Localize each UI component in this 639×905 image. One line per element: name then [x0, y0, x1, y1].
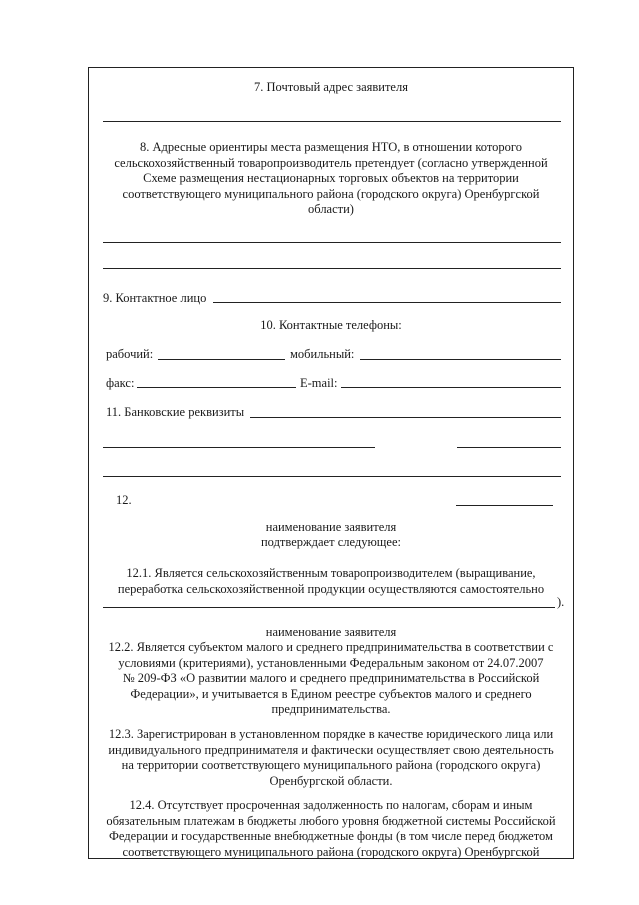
email-line[interactable]: [341, 387, 561, 388]
item-11-bank-details: 11. Банковские реквизиты: [106, 405, 245, 419]
fax-label: факс:: [106, 376, 135, 390]
bank-details-line-1[interactable]: [250, 417, 561, 418]
item-12-2-sme-status: 12.2. Является субъектом малого и среднего предпринимательства в соответствии с условиями (критериями), установленными Федеральным законом от 24.07.2007 № 209-ФЗ «О развитии малого и среднего предпринимательства в Российской Федерации», и учитывается в Едином реестре субъектов малого и среднего предпринимательства.: [108, 640, 554, 716]
applicant-name-line[interactable]: [456, 505, 553, 506]
contact-person-line[interactable]: [213, 302, 561, 303]
mobile-phone-line[interactable]: [360, 359, 561, 360]
item-12-1-line[interactable]: [103, 607, 555, 608]
applicant-name-caption: наименование заявителя: [265, 520, 397, 534]
item-9-contact-person: 9. Контактное лицо: [103, 291, 207, 305]
postal-address-line[interactable]: [103, 121, 561, 122]
item-8-nto-location: 8. Адресные ориентиры места размещения НТО, в отношении которого сельскохозяйственный товаропроизводитель претендует (согласно утвержденной Схеме размещения нестационарных торговых объектов на территории соответствующего муниципального района (городского округа) Оренбургской области): [114, 140, 548, 216]
item-12-number: 12.: [116, 493, 132, 507]
work-phone-line[interactable]: [158, 359, 285, 360]
bank-details-line-2b[interactable]: [457, 447, 561, 448]
item-7-postal-address: 7. Почтовый адрес заявителя: [254, 80, 408, 94]
confirms-following: подтверждает следующее:: [260, 535, 402, 549]
mobile-phone-label: мобильный:: [290, 347, 355, 361]
item-12-1-agricultural-producer: 12.1. Является сельскохозяйственным товаропроизводителем (выращивание, переработка сельскохозяйственной продукции осуществляются самостоятельно: [117, 566, 545, 596]
work-phone-label: рабочий:: [106, 347, 154, 361]
bank-details-line-3[interactable]: [103, 476, 561, 477]
fax-line[interactable]: [137, 387, 296, 388]
bank-details-line-2a[interactable]: [103, 447, 375, 448]
item-12-4-no-tax-debt: 12.4. Отсутствует просроченная задолженность по налогам, сборам и иным обязательным платежам в бюджеты любого уровня бюджетной системы Российской Федерации и государственные внебюджетные фонды (в том числе перед бюджетом соответствующего муниципального района (городского округа) Оренбургской: [106, 798, 556, 859]
item-10-contact-phones: 10. Контактные телефоны:: [260, 318, 402, 332]
nto-location-line-1[interactable]: [103, 242, 561, 243]
item-12-3-registration: 12.3. Зарегистрирован в установленном порядке в качестве юридического лица или индивидуального предпринимателя и фактически осуществляет свою деятельность на территории соответствующего муниципального района (городского округа) Оренбургской области.: [108, 727, 554, 788]
close-paren: ).: [557, 595, 565, 609]
applicant-name-caption-2: наименование заявителя: [265, 625, 397, 639]
email-label: E-mail:: [300, 376, 338, 390]
nto-location-line-2[interactable]: [103, 268, 561, 269]
